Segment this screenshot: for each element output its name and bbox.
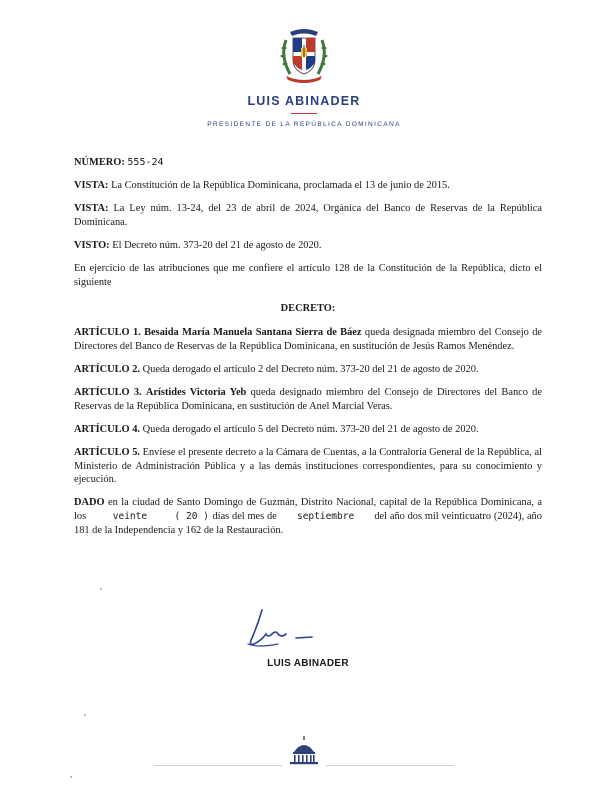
header-name: LUIS ABINADER [247,94,361,108]
article-text: Queda derogado el artículo 5 del Decreto núm. 373-20 del 21 de agosto de 2020. [142,423,479,435]
article-label: ARTÍCULO 1. [74,327,141,339]
decreto-title: DECRETO: [280,302,336,314]
dado-label: DADO [74,497,105,509]
footer-divider [326,765,454,766]
decree-body [74,156,542,547]
footer-divider [154,765,282,766]
vista-1 [74,179,542,193]
vista-text: La Constitución de la República Dominicana, proclamada el 13 de junio de 2015. [111,180,450,192]
scan-speck [100,588,102,590]
vista-text: El Decreto núm. 373-20 del 21 de agosto de 2020. [112,240,322,252]
scan-speck [84,714,86,716]
article-label: ARTÍCULO 3. [74,387,142,399]
header-divider [291,113,317,114]
dado-text-3: del año dos mil veinticuatro (2024), año 181 de la Independencia y 162 de la Restauración. [74,511,542,536]
article-appointee-name: Arístides Victoria Yeb [145,387,247,399]
decree-number [74,156,542,170]
vista-text: La Ley núm. 13-24, del 23 de abril de 2024, Orgánica del Banco de Reservas de la República Dominicana. [74,203,542,228]
article-4 [74,423,542,437]
handwritten-signature [238,604,330,652]
decree-number-label: NÚMERO: [74,157,125,168]
preamble: En ejercicio de las atribuciones que me confiere el artículo 128 de la Constitución de la República, dicto el siguiente [74,263,542,288]
vista-label: VISTA: [74,180,109,192]
decree-number-value: 555-24 [127,157,164,168]
signer-name: LUIS ABINADER [267,658,349,669]
article-label: ARTÍCULO 5. [74,447,141,459]
vista-2 [74,202,542,229]
visto-3 [74,239,542,253]
article-1 [74,326,542,353]
scan-speck [70,776,72,778]
dado-day-word: veinte [112,511,148,523]
dado-text-1: en la ciudad de Santo Domingo de Guzmán, Distrito Nacional, capital de la República Dominicana, a los [74,497,542,523]
article-5 [74,446,542,487]
article-label: ARTÍCULO 2. [74,363,141,375]
dado-day-number: ( 20 ) [174,511,209,523]
dado-month: septiembre [296,511,355,523]
article-text: Envíese el presente decreto a la Cámara de Cuentas, a la Contraloría General de la República, al Ministerio de Administración Pública y a las demás instituciones correspondientes, para su conocimiento y ejecución. [74,447,542,486]
coat-of-arms-icon [276,26,332,86]
article-text: queda designada miembro del Consejo de Directores del Banco de Reservas de la República Dominicana, en sustitución de Jesús Ramos Menéndez. [74,327,542,352]
header-subtitle: PRESIDENTE DE LA REPÚBLICA DOMINICANA [207,121,401,128]
vista-label: VISTO: [74,240,110,252]
article-appointee-name: Besaida María Manuela Santana Sierra de Báez [144,327,362,339]
article-text: Queda derogado el artículo 2 del Decreto núm. 373-20 del 21 de agosto de 2020. [142,363,479,375]
dado-clause [74,496,542,537]
article-3 [74,386,542,413]
article-text: queda designado miembro del Consejo de Directores del Banco de Reservas de la República Dominicana, en sustitución de Anel Marcial Veras. [74,387,542,412]
dado-text-2: días del mes de [212,511,277,523]
national-palace-icon [285,736,323,766]
article-2 [74,363,542,377]
article-label: ARTÍCULO 4. [74,423,141,435]
vista-label: VISTA: [74,203,109,215]
